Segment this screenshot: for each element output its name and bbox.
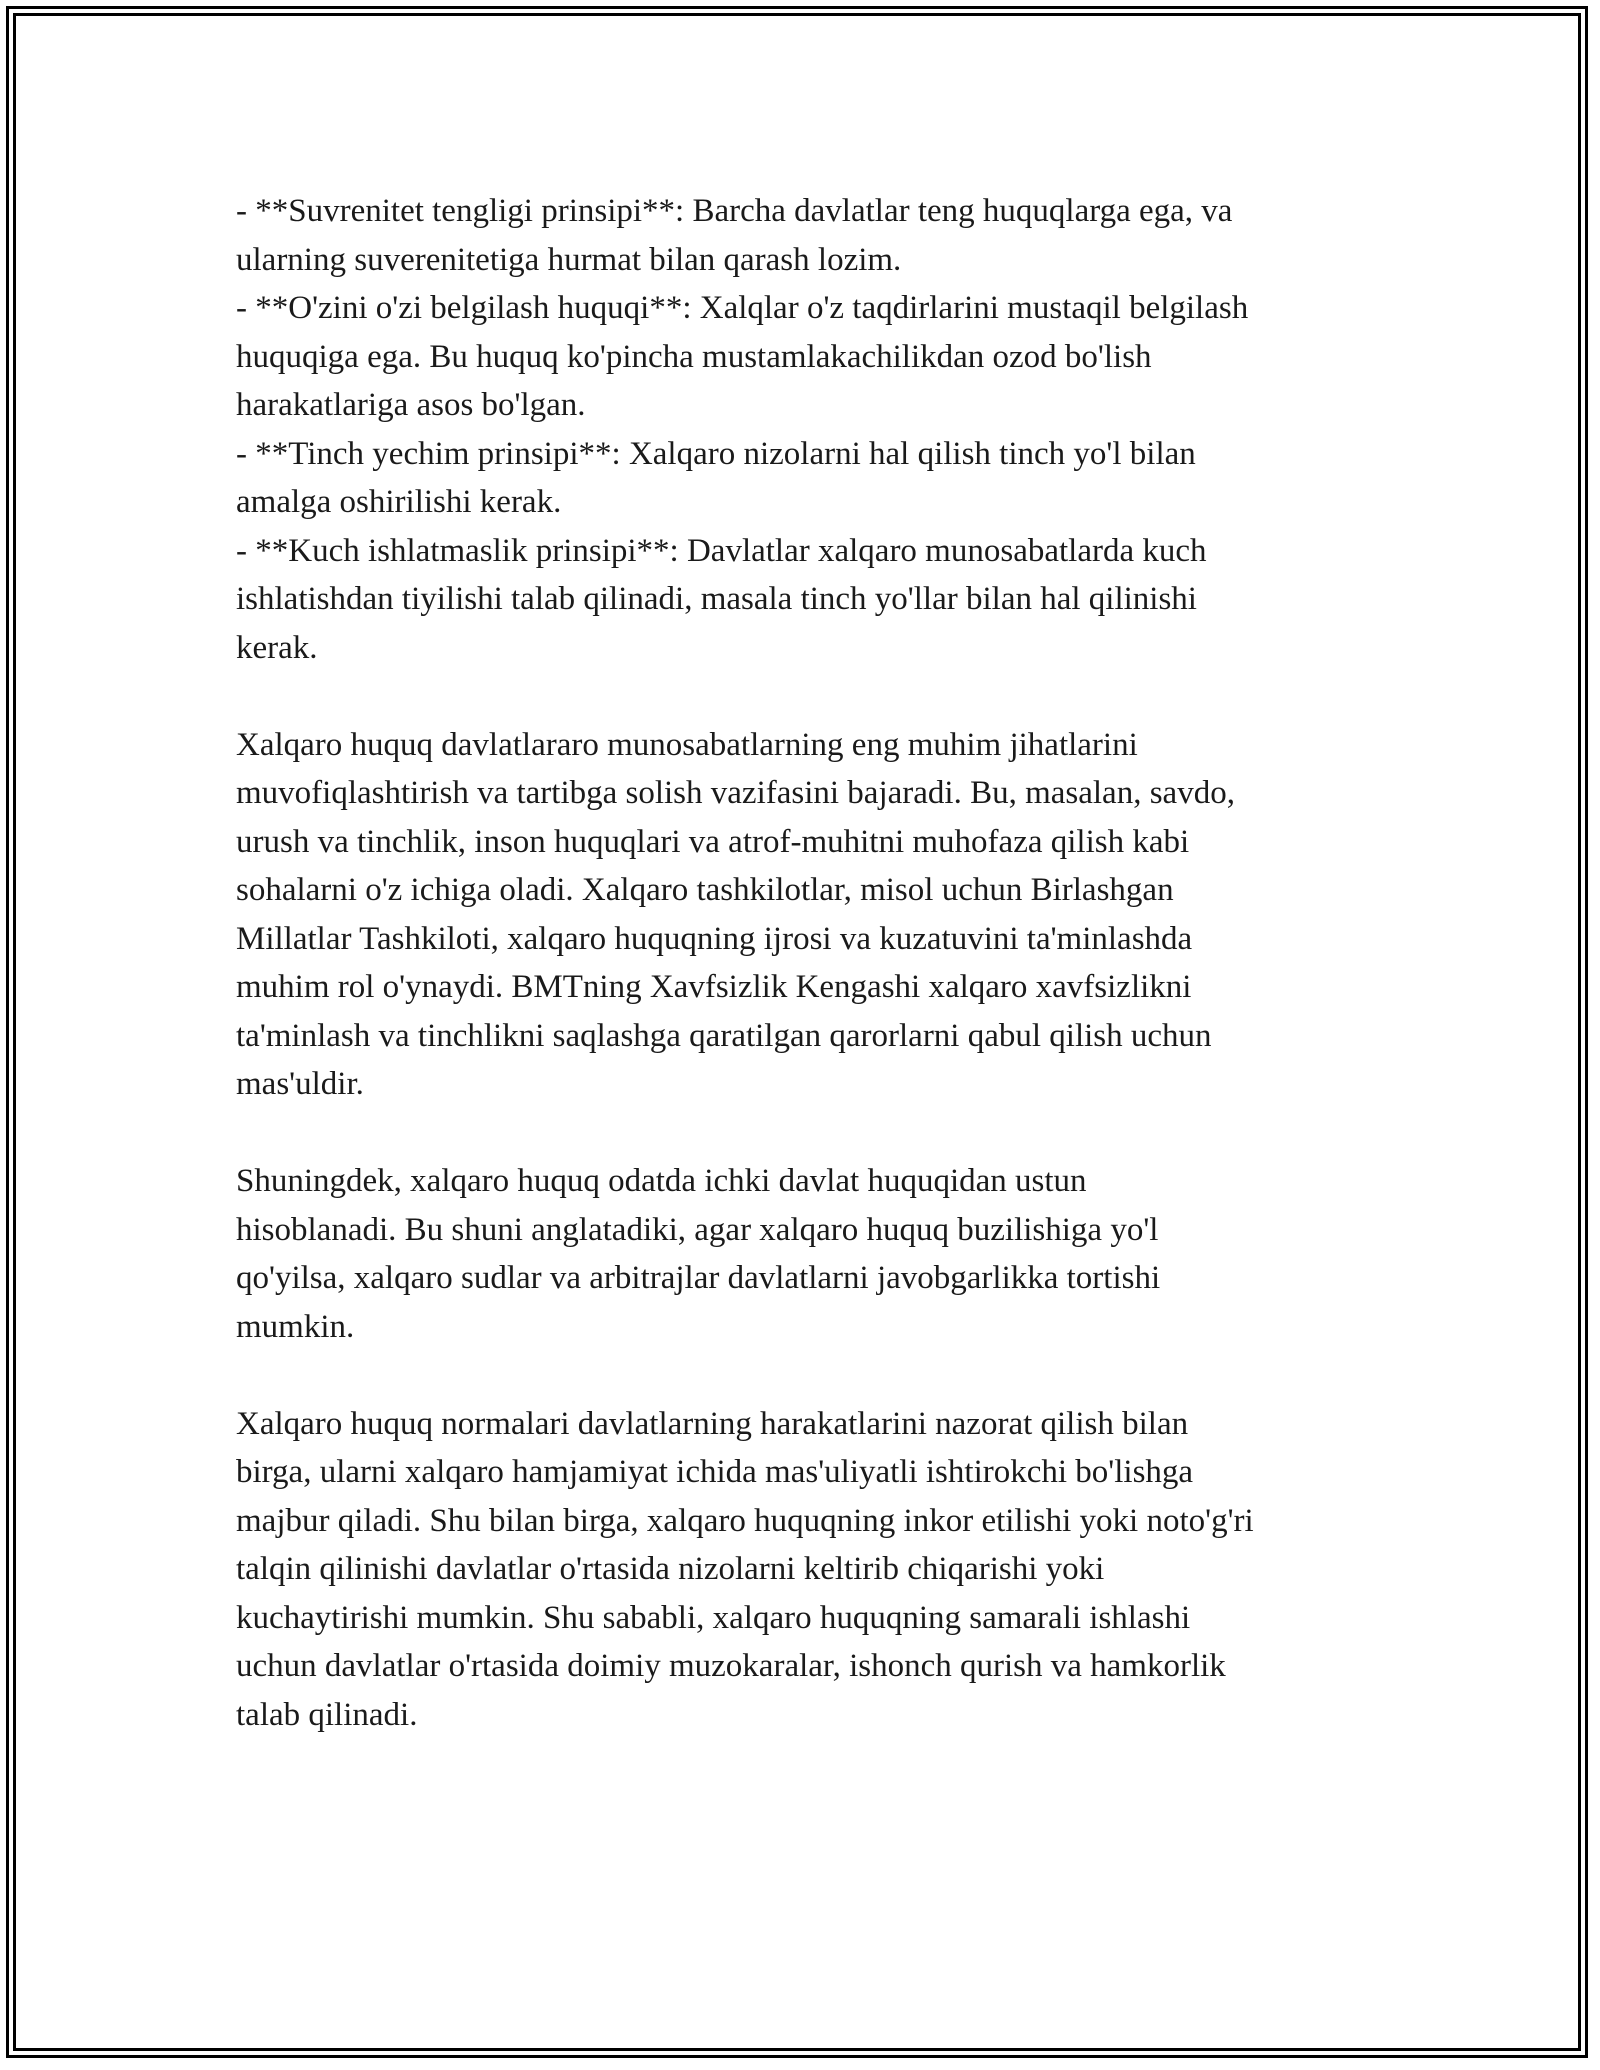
principles-list-paragraph: - **Suvrenitet tengligi prinsipi**: Barcha davlatlar teng huquqlarga ega, va ularning suverenitetiga hurmat bilan qarash lozim. - **O'zini o'zi belgilash huquqi**: Xalqlar o'z taqdirlarini mustaqil belgilash huquqiga ega. Bu huquq ko'pincha mustamlakachilikdan ozod bo'lish harakatlariga asos bo'lgan. - **Tinch yechim prinsipi**: Xalqaro nizolarni hal qilish tinch yo'l bilan amalga oshirilishi kerak. - **Kuch ishlatmaslik prinsipi**: Davlatlar xalqaro munosabatlarda kuch ishlatishdan tiyilishi talab qilinadi, masala tinch yo'llar bilan hal qilinishi kerak. — [236, 193, 1249, 666]
body-paragraph-international-law-role: Xalqaro huquq davlatlararo munosabatlarning eng muhim jihatlarini muvofiqlashtirish va tartibga solish vazifasini bajaradi. Bu, masalan, savdo, urush va tinchlik, inson huquqlari va atrof-muhitni muhofaza qilish kabi sohalarni o'z ichiga oladi. Xalqaro tashkilotlar, misol uchun Birlashgan Millatlar Tashkiloti, xalqaro huquqning ijrosi va kuzatuvini ta'minlashda muhim rol o'ynaydi. BMTning Xavfsizlik Kengashi xalqaro xavfsizlikni ta'minlash va tinchlikni saqlashga qaratilgan qarorlarni qabul qilish uchun mas'uldir. — [236, 726, 1235, 1102]
document-body — [236, 187, 1386, 1739]
body-paragraph-norms: Xalqaro huquq normalari davlatlarning harakatlarini nazorat qilish bilan birga, ularni xalqaro hamjamiyat ichida mas'uliyatli ishtirokchi bo'lishga majbur qiladi. Shu bilan birga, xalqaro huquqning inkor etilishi yoki noto'g'ri talqin qilinishi davlatlar o'rtasida nizolarni keltirib chiqarishi yoki kuchaytirishi mumkin. Shu sababli, xalqaro huquqning samarali ishlashi uchun davlatlar o'rtasida doimiy muzokaralar, ishonch qurish va hamkorlik talab qilinadi. — [236, 1405, 1254, 1733]
body-paragraph-supremacy: Shuningdek, xalqaro huquq odatda ichki davlat huquqidan ustun hisoblanadi. Bu shuni anglatadiki, agar xalqaro huquq buzilishiga yo'l qo'yilsa, xalqaro sudlar va arbitrajlar davlatlarni javobgarlikka tortishi mumkin. — [236, 1163, 1161, 1345]
